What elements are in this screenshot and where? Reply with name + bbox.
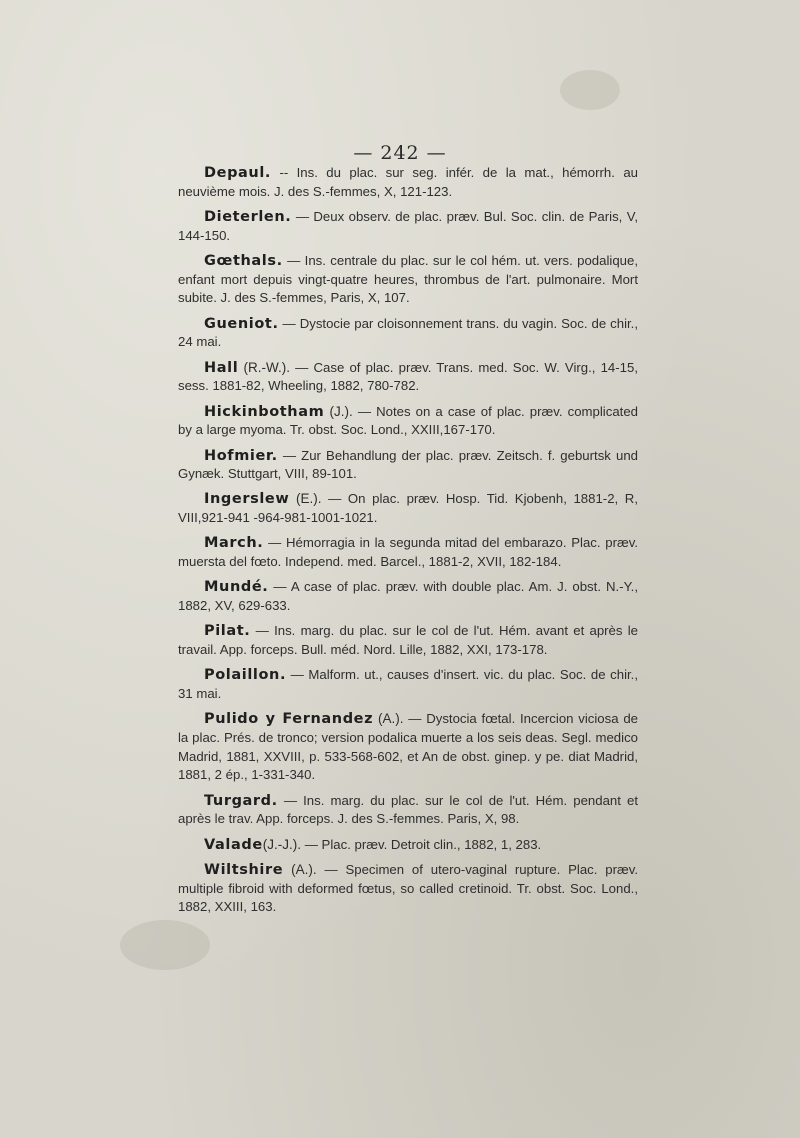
entry-author: Wiltshire (204, 861, 284, 878)
paper-stain (560, 70, 620, 110)
entry-citation: — Plac. præv. Detroit clin., 1882, 1, 283. (301, 836, 542, 852)
bibliography-entry (178, 836, 638, 855)
entry-citation: — Specimen of utero-vaginal rupture. Plac. præv. multiple fibroid with deformed fœtus, so called cretinoid. Tr. obst. Soc. Lond., 1882, XXIII, 163. (178, 861, 638, 915)
bibliography-entry (178, 490, 638, 527)
bibliography-entry (178, 164, 638, 201)
entry-author: Pilat. (204, 623, 251, 640)
entry-author-initials: (A.). (373, 711, 404, 727)
entry-author: Ingerslew (204, 491, 290, 508)
entry-author: Valade (204, 836, 263, 853)
bibliography-entry (178, 622, 638, 659)
bibliography-entry (178, 710, 638, 784)
bibliography-entry (178, 403, 638, 440)
entry-author: Pulido y Fernandez (204, 711, 374, 728)
entry-citation: — Malform. ut., causes d'insert. vic. du plac. Soc. de chir., 31 mai. (178, 667, 638, 702)
entry-citation: — On plac. præv. Hosp. Tid. Kjobenh, 1881-2, R, VIII,921-941 -964-981-1001-1021. (178, 491, 638, 526)
entry-citation: — Ins. centrale du plac. sur le col hém. ut. vers. podalique, enfant mort depuis vingt-quatre heures, thrombus de l'art. pulmonaire. Mort subite. J. des S.-femmes, Paris, X, 107. (178, 252, 638, 306)
entry-author: Depaul. (204, 165, 272, 181)
bibliography-entry (178, 447, 638, 484)
entry-citation: — Hémorragia in la segunda mitad del embarazo. Plac. præv. muersta del fœto. Independ. med. Barcel., 1881-2, XVII, 182-184. (178, 535, 638, 570)
bibliography-entry (178, 578, 638, 615)
entry-citation: — Case of plac. præv. Trans. med. Soc. W. Virg., 14-15, sess. 1881-82, Wheeling, 1882, 780-782. (178, 359, 638, 394)
entry-author-initials: (R.-W.). (238, 359, 290, 375)
entry-author: Mundé. (204, 579, 269, 596)
entry-author: Turgard. (204, 792, 278, 809)
entry-citation: — Dystocie par cloisonnement trans. du vagin. Soc. de chir., 24 mai. (178, 315, 638, 350)
entry-citation: — Notes on a case of plac. præv. complicated by a large myoma. Tr. obst. Soc. Lond., XXIII,167-170. (178, 403, 638, 438)
entry-author-initials: (E.). (289, 491, 322, 507)
bibliography-entry (178, 792, 638, 829)
entry-citation: -- Ins. du plac. sur seg. infér. de la mat., hémorrh. au neuvième mois. J. des S.-femmes, X, 121-123. (178, 165, 638, 199)
entry-author: Dieterlen. (204, 208, 292, 225)
entry-author-initials: (J.-J.). (262, 836, 302, 852)
entry-citation: — Dystocia fœtal. Incercion viciosa de la plac. Prés. de tronco; version podalica muerte a los seis deas. Segl. medico Madrid, 1881, XXVIII, p. 533-568-602, et An de obst. ginep. y pe. diat Madrid, 1881, 2 ép., 1-331-340. (178, 711, 638, 783)
bibliography-entry (178, 861, 638, 917)
bibliography-entry (178, 359, 638, 396)
bibliography-entry (178, 208, 638, 245)
paper-stain (120, 920, 210, 970)
bibliography-list (178, 164, 638, 924)
page-number: — 242 — (353, 142, 447, 164)
entry-citation: — A case of plac. præv. with double plac. Am. J. obst. N.-Y., 1882, XV, 629-633. (178, 579, 638, 614)
bibliography-entry (178, 315, 638, 352)
entry-author: Hickinbotham (204, 403, 325, 420)
entry-author-initials: (J.). (324, 403, 353, 419)
entry-citation: — Ins. marg. du plac. sur le col de l'ut. Hém. avant et après le travail. App. forceps. Bull. méd. Nord. Lille, 1882, XXI, 173-178. (178, 623, 638, 658)
bibliography-entry (178, 534, 638, 571)
entry-author: Gueniot. (204, 315, 279, 332)
entry-citation: — Ins. marg. du plac. sur le col de l'ut. Hém. pendant et après le trav. App. forceps. J. des S.-femmes. Paris, X, 98. (178, 792, 638, 827)
entry-author: March. (204, 535, 264, 552)
bibliography-entry (178, 666, 638, 703)
entry-author: Gœthals. (204, 252, 283, 269)
bibliography-entry (178, 252, 638, 308)
entry-author: Hall (204, 359, 239, 376)
entry-citation: — Deux observ. de plac. præv. Bul. Soc. clin. de Paris, V, 144-150. (178, 208, 638, 243)
entry-author-initials: (A.). (283, 861, 317, 877)
entry-author: Polaillon. (204, 667, 287, 684)
entry-author: Hofmier. (204, 447, 278, 464)
entry-citation: — Zur Behandlung der plac. præv. Zeitsch. f. geburtsk und Gynæk. Stuttgart, VIII, 89-101. (178, 447, 638, 482)
